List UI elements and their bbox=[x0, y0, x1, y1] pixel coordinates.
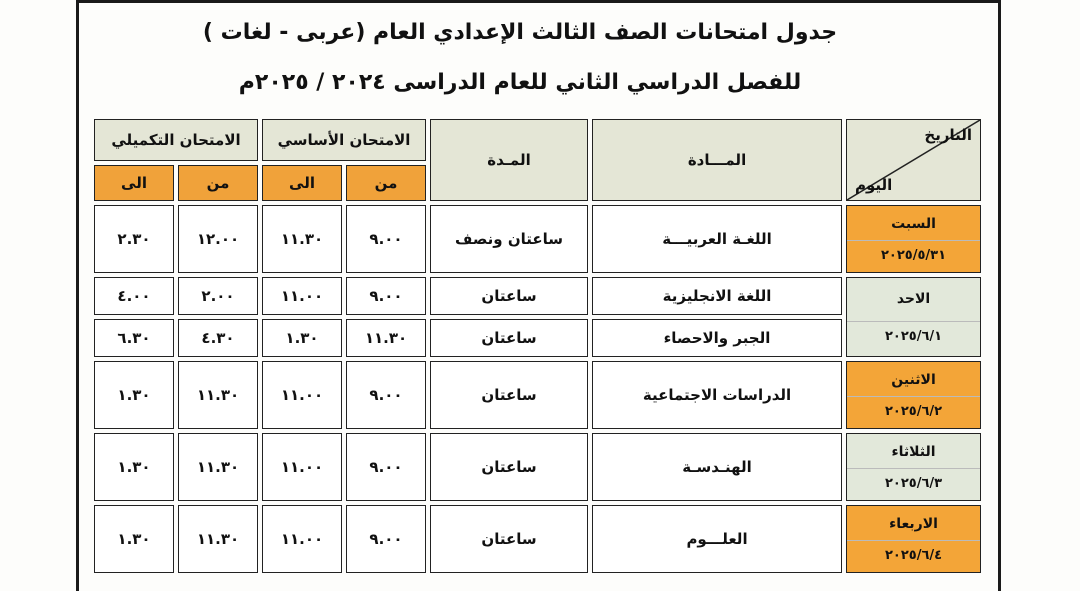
exam-schedule-table bbox=[90, 115, 985, 577]
supp-to-cell: ٤.٠٠ bbox=[94, 277, 174, 315]
day-name: الاحد bbox=[896, 291, 931, 307]
supp-from-cell: ١٢.٠٠ bbox=[178, 205, 258, 273]
day-cell bbox=[846, 433, 981, 501]
supp-from-cell: ١١.٣٠ bbox=[178, 505, 258, 573]
supp-from-cell: ١١.٣٠ bbox=[178, 361, 258, 429]
supp-from-cell: ٤.٣٠ bbox=[178, 319, 258, 357]
duration-cell: ساعتان bbox=[430, 361, 588, 429]
table-row bbox=[94, 433, 981, 501]
supplementary-exam-header: الامتحان التكميلي bbox=[94, 119, 258, 161]
day-cell bbox=[846, 205, 981, 273]
subject-cell: الجبر والاحصاء bbox=[592, 319, 842, 357]
subject-cell: العلـــوم bbox=[592, 505, 842, 573]
day-name: الثلاثاء bbox=[891, 444, 936, 460]
supp-to-header: الى bbox=[94, 165, 174, 201]
basic-from-cell: ١١.٣٠ bbox=[346, 319, 426, 357]
supp-to-cell: ١.٣٠ bbox=[94, 505, 174, 573]
day-cell bbox=[846, 505, 981, 573]
basic-exam-header: الامتحان الأساسي bbox=[262, 119, 426, 161]
table-row bbox=[94, 205, 981, 273]
basic-from-cell: ٩.٠٠ bbox=[346, 433, 426, 501]
basic-to-header: الى bbox=[262, 165, 342, 201]
day-name: الاثنين bbox=[891, 372, 936, 388]
page-frame-top bbox=[76, 0, 1001, 3]
date-day-header bbox=[846, 119, 981, 201]
basic-to-cell: ١١.٠٠ bbox=[262, 433, 342, 501]
table-row bbox=[94, 277, 981, 315]
supp-from-cell: ١١.٣٠ bbox=[178, 433, 258, 501]
supp-from-cell: ٢.٠٠ bbox=[178, 277, 258, 315]
duration-cell: ساعتان bbox=[430, 319, 588, 357]
basic-to-cell: ١١.٠٠ bbox=[262, 505, 342, 573]
basic-from-cell: ٩.٠٠ bbox=[346, 361, 426, 429]
subject-cell: الدراسات الاجتماعية bbox=[592, 361, 842, 429]
basic-from-cell: ٩.٠٠ bbox=[346, 277, 426, 315]
supp-to-cell: ١.٣٠ bbox=[94, 361, 174, 429]
subject-cell: اللغة الانجليزية bbox=[592, 277, 842, 315]
page-frame-left bbox=[76, 0, 79, 591]
day-name: السبت bbox=[891, 216, 936, 232]
subject-header: المـــادة bbox=[592, 119, 842, 201]
basic-to-cell: ١.٣٠ bbox=[262, 319, 342, 357]
duration-cell: ساعتان ونصف bbox=[430, 205, 588, 273]
basic-from-cell: ٩.٠٠ bbox=[346, 505, 426, 573]
basic-to-cell: ١١.٠٠ bbox=[262, 361, 342, 429]
day-date: ٢٠٢٥/٥/٣١ bbox=[847, 240, 980, 271]
document-subtitle: للفصل الدراسي الثاني للعام الدراسى ٢٠٢٤ / ٢٠٢٥م bbox=[238, 70, 802, 95]
day-date: ٢٠٢٥/٦/٤ bbox=[847, 540, 980, 571]
supp-from-header: من bbox=[178, 165, 258, 201]
basic-from-header: من bbox=[346, 165, 426, 201]
day-label: اليوم bbox=[855, 176, 893, 194]
table-row bbox=[94, 505, 981, 573]
date-label: التاريخ bbox=[924, 126, 973, 144]
subject-cell: اللغـة العربيـــة bbox=[592, 205, 842, 273]
page-frame-right bbox=[998, 0, 1001, 591]
day-date: ٢٠٢٥/٦/١ bbox=[847, 321, 980, 352]
supp-to-cell: ١.٣٠ bbox=[94, 433, 174, 501]
day-name: الاربعاء bbox=[889, 516, 938, 532]
day-date: ٢٠٢٥/٦/٣ bbox=[847, 468, 980, 499]
duration-cell: ساعتان bbox=[430, 277, 588, 315]
duration-cell: ساعتان bbox=[430, 505, 588, 573]
subject-cell: الهنـدسـة bbox=[592, 433, 842, 501]
basic-from-cell: ٩.٠٠ bbox=[346, 205, 426, 273]
day-cell bbox=[846, 277, 981, 357]
document-title: جدول امتحانات الصف الثالث الإعدادي العام (عربى - لغات ) bbox=[202, 20, 838, 45]
day-date: ٢٠٢٥/٦/٢ bbox=[847, 396, 980, 427]
duration-cell: ساعتان bbox=[430, 433, 588, 501]
basic-to-cell: ١١.٣٠ bbox=[262, 205, 342, 273]
duration-header: المـدة bbox=[430, 119, 588, 201]
supp-to-cell: ٦.٣٠ bbox=[94, 319, 174, 357]
table-row bbox=[94, 361, 981, 429]
day-cell bbox=[846, 361, 981, 429]
basic-to-cell: ١١.٠٠ bbox=[262, 277, 342, 315]
supp-to-cell: ٢.٣٠ bbox=[94, 205, 174, 273]
